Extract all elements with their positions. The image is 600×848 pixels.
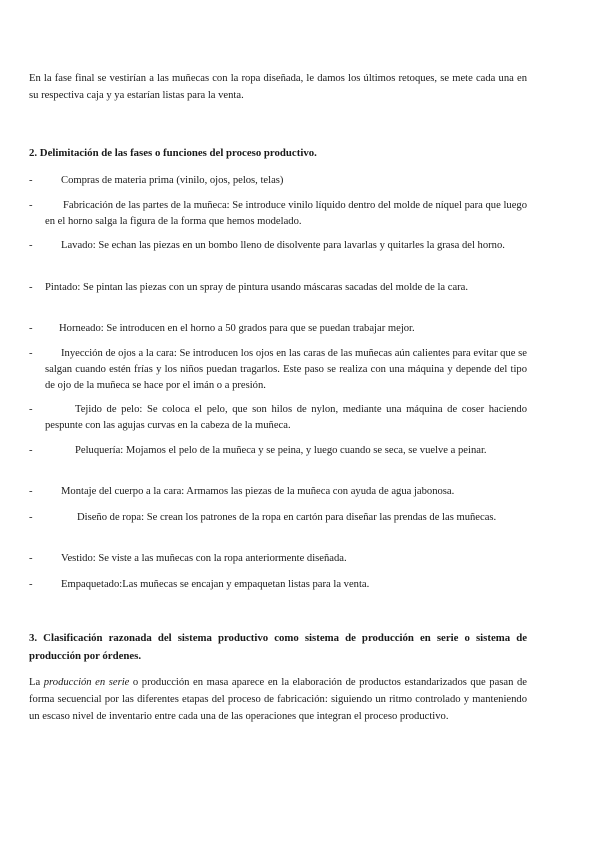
bullet-dash: - — [29, 323, 33, 334]
list-item-text: Montaje del cuerpo a la cara: Armamos las piezas de la muñeca con ayuda de agua jabonosa. — [61, 486, 455, 497]
section-3-heading: 3. Clasificación razonada del sistema productivo como sistema de producción en serie o sistema de producción por órdenes. — [29, 632, 527, 662]
bullet-dash: - — [29, 175, 33, 186]
list-item — [29, 280, 527, 296]
list-item — [29, 402, 527, 434]
list-item — [29, 198, 527, 230]
bullet-dash: - — [29, 282, 33, 293]
list-item-text: Inyección de ojos a la cara: Se introducen los ojos en las caras de las muñecas aún calientes para evitar que se salgan cuando estén frías y los niños puedan tragarlos. Este paso se realiza con una máquina y depende del tipo de ojo de la muñeca se hace por el imán o a presión. — [45, 348, 527, 391]
list-item — [29, 577, 527, 593]
bullet-dash: - — [29, 445, 33, 456]
bullet-dash: - — [29, 512, 33, 523]
list-item-text: Vestido: Se viste a las muñecas con la ropa anteriormente diseñada. — [61, 553, 347, 564]
list-item — [29, 238, 527, 254]
list-item-text: Compras de materia prima (vinilo, ojos, pelos, telas) — [61, 175, 284, 186]
bullet-dash: - — [29, 553, 33, 564]
list-item-text: Peluquería: Mojamos el pelo de la muñeca y se peina, y luego cuando se seca, se vuelve a peinar. — [75, 445, 487, 456]
list-item — [29, 443, 527, 459]
bullet-dash: - — [29, 240, 33, 251]
bullet-dash: - — [29, 200, 33, 211]
list-item — [29, 173, 527, 189]
list-item-text: Horneado: Se introducen en el horno a 50 grados para que se puedan trabajar mejor. — [59, 323, 415, 334]
list-item — [29, 484, 527, 500]
bullet-dash: - — [29, 579, 33, 590]
section-3-paragraph — [29, 674, 527, 725]
bullet-dash: - — [29, 348, 33, 359]
paragraph-rest: o producción en masa aparece en la elaboración de productos estandarizados que pasan de forma secuencial por las diferentes etapas del proceso de fabricación: siguiendo un ritmo controlado y manteniendo un escaso nivel de inventario entre cada una de las operaciones que integran el proceso productivo. — [29, 677, 527, 722]
list-item-text: Tejido de pelo: Se coloca el pelo, que son hilos de nylon, mediante una máquina de coser haciendo pespunte con las agujas curvas en la cabeza de la muñeca. — [45, 404, 527, 431]
list-item-text: Pintado: Se pintan las piezas con un spray de pintura usando máscaras sacadas del molde de la cara. — [45, 282, 469, 293]
list-item-text: Empaquetado:Las muñecas se encajan y empaquetan listas para la venta. — [61, 579, 370, 590]
list-item-text: Lavado: Se echan las piezas en un bombo lleno de disolvente para lavarlas y quitarles la grasa del horno. — [61, 240, 505, 251]
emphasis-term: producción en serie — [43, 677, 130, 688]
intro-paragraph: En la fase final se vestirían a las muñecas con la ropa diseñada, le damos los últimos retoques, se mete cada una en su respectiva caja y ya estarían listas para la venta. — [29, 73, 527, 101]
list-item — [29, 346, 527, 394]
list-item — [29, 551, 527, 567]
bullet-dash: - — [29, 404, 33, 415]
section-2-heading: 2. Delimitación de las fases o funciones del proceso productivo. — [29, 147, 317, 159]
list-item-text: Fabricación de las partes de la muñeca: Se introduce vinilo líquido dentro del molde de níquel para que luego en el horno salga la figura de la forma que hemos modelado. — [45, 200, 527, 227]
paragraph-prefix: La — [29, 677, 44, 688]
list-item — [29, 510, 527, 526]
list-item — [29, 321, 527, 337]
list-item-text: Diseño de ropa: Se crean los patrones de la ropa en cartón para diseñar las prendas de las muñecas. — [77, 512, 497, 523]
bullet-dash: - — [29, 486, 33, 497]
